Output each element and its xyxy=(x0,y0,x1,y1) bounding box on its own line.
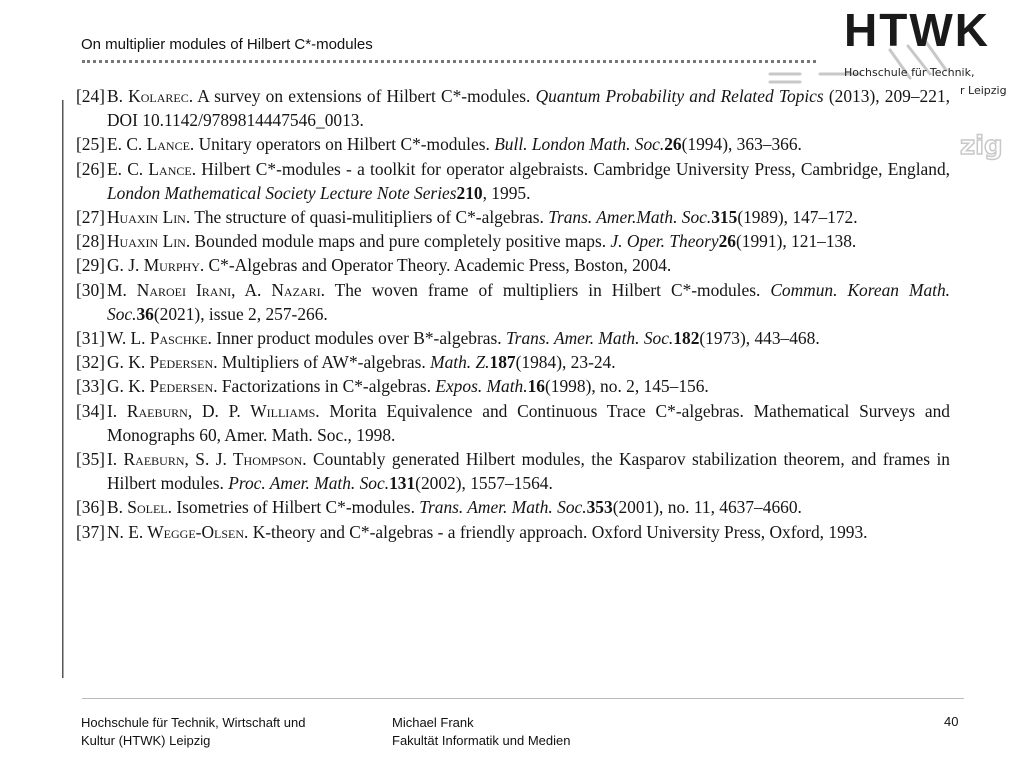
reference-entry xyxy=(76,326,950,350)
footer-institution-line1: Hochschule für Technik, Wirtschaft und xyxy=(81,715,306,730)
reference-title: . Bounded module maps and pure completely positive maps. xyxy=(185,231,611,252)
reference-volume: 26 xyxy=(664,134,682,155)
footer-author-block xyxy=(392,714,570,750)
reference-entry xyxy=(76,157,950,205)
footer-institution-line2: Kultur (HTWK) Leipzig xyxy=(81,733,211,748)
reference-number: [36] xyxy=(76,497,105,518)
reference-details: (1984), 23-24. xyxy=(515,352,616,373)
reference-title: . The woven frame of multipliers in Hilbert C*-modules. xyxy=(320,279,771,300)
reference-authors: W. L. Paschke xyxy=(107,328,208,349)
reference-volume: 210 xyxy=(456,182,483,203)
reference-number: [25] xyxy=(76,134,105,155)
reference-title: . K-theory and C*-algebras - a friendly approach. Oxford University Press, Oxford, 1993. xyxy=(244,521,868,542)
reference-number: [34] xyxy=(76,400,105,421)
reference-details: (2002), 1557–1564. xyxy=(415,473,553,494)
reference-details: (1994), 363–366. xyxy=(681,134,802,155)
reference-authors: I. Raeburn, D. P. Williams xyxy=(107,400,316,421)
reference-entry xyxy=(76,350,950,374)
footer-rule xyxy=(82,698,964,699)
reference-details: (1989), 147–172. xyxy=(737,207,858,228)
reference-title: . Countably generated Hilbert modules, the Kasparov stabilization theorem, and frames in Hilbert modules. xyxy=(107,449,950,494)
reference-number: [37] xyxy=(76,521,105,542)
reference-authors: G. K. Pedersen xyxy=(107,376,214,397)
reference-number: [24] xyxy=(76,86,105,106)
reference-title: . Factorizations in C*-algebras. xyxy=(213,376,436,397)
reference-title: . Morita Equivalence and Continuous Trace C*-algebras. Mathematical Surveys and Monographs 60, Amer. Math. Soc., 1998. xyxy=(107,400,950,445)
reference-entry xyxy=(76,229,950,253)
reference-list xyxy=(76,84,950,544)
slide-title: On multiplier modules of Hilbert C*-modules xyxy=(81,36,373,53)
header-dotted-rule xyxy=(82,60,816,63)
reference-venue: Quantum Probability and Related Topics xyxy=(535,86,824,106)
reference-title: . Inner product modules over B*-algebras. xyxy=(207,328,506,349)
reference-authors: G. K. Pedersen xyxy=(107,352,214,373)
reference-volume: 16 xyxy=(527,376,545,397)
reference-title: . Multipliers of AW*-algebras. xyxy=(213,352,431,373)
logo-subtitle-line1: Hochschule für Technik, xyxy=(844,66,975,79)
reference-title: . Hilbert C*-modules - a toolkit for operator algebraists. Cambridge University Press, Cambridge, England, xyxy=(191,158,950,179)
reference-number: [33] xyxy=(76,376,105,397)
reference-venue: Proc. Amer. Math. Soc. xyxy=(228,473,390,494)
reference-authors: E. C. Lance xyxy=(107,134,190,155)
reference-authors: B. Kolarec xyxy=(107,86,189,106)
reference-details: (2021), issue 2, 257-266. xyxy=(153,303,328,324)
reference-details: (1973), 443–468. xyxy=(699,328,820,349)
reference-title: . Unitary operators on Hilbert C*-modules. xyxy=(189,134,495,155)
reference-authors: N. E. Wegge-Olsen xyxy=(107,521,245,542)
footer-institution xyxy=(81,714,305,750)
reference-number: [28] xyxy=(76,231,105,252)
left-margin-bars xyxy=(62,100,68,680)
reference-volume: 36 xyxy=(136,303,154,324)
reference-number: [32] xyxy=(76,352,105,373)
reference-venue: Expos. Math. xyxy=(435,376,528,397)
reference-venue: Trans. Amer. Math. Soc. xyxy=(505,328,674,349)
reference-volume: 187 xyxy=(489,352,516,373)
svg-text:zig: zig xyxy=(960,131,1003,161)
reference-title: . Isometries of Hilbert C*-modules. xyxy=(167,497,420,518)
reference-title: . The structure of quasi-mulitipliers of C*-algebras. xyxy=(185,207,549,228)
reference-volume: 26 xyxy=(718,231,736,252)
reference-details: (1991), 121–138. xyxy=(736,231,857,252)
reference-title: . C*-Algebras and Operator Theory. Academic Press, Boston, 2004. xyxy=(199,255,672,276)
footer-author: Michael Frank xyxy=(392,715,474,730)
reference-details: , 1995. xyxy=(482,182,531,203)
reference-authors: B. Solel xyxy=(107,497,168,518)
reference-number: [35] xyxy=(76,449,105,470)
footer-faculty: Fakultät Informatik und Medien xyxy=(392,733,571,748)
logo-wordmark: HTWK xyxy=(844,4,990,56)
reference-volume: 131 xyxy=(389,473,416,494)
reference-number: [26] xyxy=(76,158,105,179)
reference-number: [30] xyxy=(76,279,105,300)
reference-entry xyxy=(76,84,950,132)
reference-entry xyxy=(76,520,950,544)
reference-details: (2001), no. 11, 4637–4660. xyxy=(612,497,802,518)
reference-venue: Commun. Korean Math. Soc. xyxy=(107,279,951,324)
reference-authors: Huaxin Lin xyxy=(107,207,186,228)
reference-entry xyxy=(76,495,950,519)
reference-authors: Huaxin Lin xyxy=(107,231,186,252)
reference-volume: 353 xyxy=(586,497,613,518)
reference-entry xyxy=(76,278,950,326)
reference-details: (1998), no. 2, 145–156. xyxy=(545,376,709,397)
reference-entry xyxy=(76,132,950,156)
reference-venue: Math. Z. xyxy=(430,352,490,373)
reference-venue: London Mathematical Society Lecture Note Series xyxy=(107,182,457,203)
reference-venue: Bull. London Math. Soc. xyxy=(494,134,665,155)
page-number: 40 xyxy=(944,714,959,729)
reference-venue: Trans. Amer. Math. Soc. xyxy=(419,497,587,518)
reference-number: [31] xyxy=(76,328,105,349)
reference-venue: Trans. Amer.Math. Soc. xyxy=(548,207,712,228)
reference-entry xyxy=(76,253,950,277)
reference-details: (2013), 209–221, DOI 10.1142/9789814447546_0013. xyxy=(107,86,950,131)
reference-number: [29] xyxy=(76,255,105,276)
reference-volume: 182 xyxy=(673,328,700,349)
reference-authors: E. C. Lance xyxy=(107,158,192,179)
reference-entry xyxy=(76,205,950,229)
logo-subtitle-line2: r Leipzig xyxy=(960,84,1007,97)
reference-title: . A survey on extensions of Hilbert C*-modules. xyxy=(188,86,536,106)
reference-entry xyxy=(76,399,950,447)
reference-number: [27] xyxy=(76,207,105,228)
reference-authors: G. J. Murphy xyxy=(107,255,200,276)
reference-volume: 315 xyxy=(711,207,738,228)
reference-authors: M. Naroei Irani, A. Nazari xyxy=(107,279,321,300)
reference-venue: J. Oper. Theory xyxy=(610,231,719,252)
reference-entry xyxy=(76,447,950,495)
reference-entry xyxy=(76,374,950,398)
reference-authors: I. Raeburn, S. J. Thompson xyxy=(107,449,303,470)
